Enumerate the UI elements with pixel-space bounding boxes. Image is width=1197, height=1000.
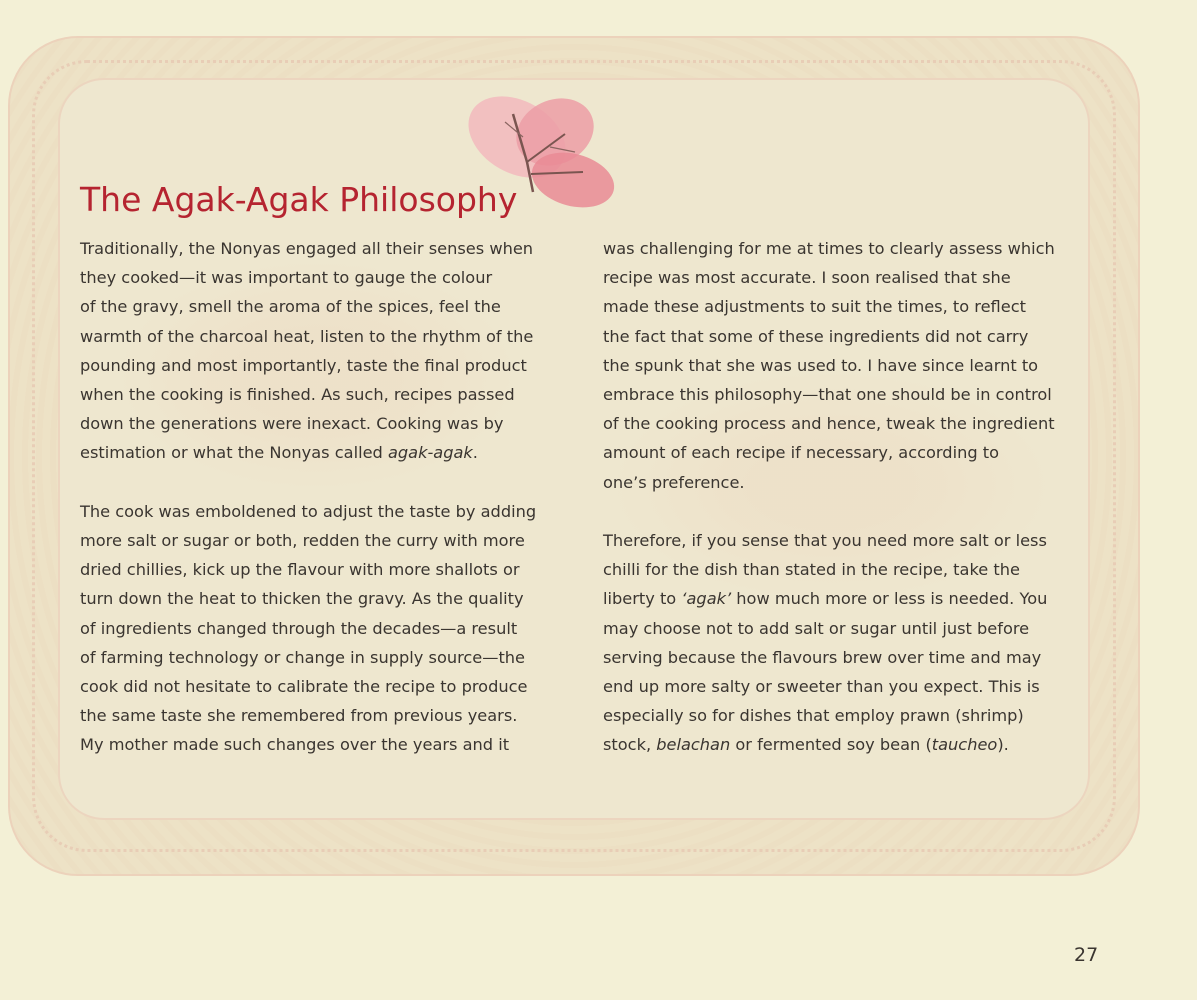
text-line: chilli for the dish than stated in the recipe, take the: [603, 560, 1020, 580]
text-line: they cooked—it was important to gauge the colour: [80, 268, 493, 288]
text-line: My mother made such changes over the years and it: [80, 735, 510, 755]
text-line: embrace this philosophy—that one should be in control: [603, 385, 1052, 405]
text-line: cook did not hesitate to calibrate the recipe to produce: [80, 677, 528, 697]
text-line: when the cooking is finished. As such, recipes passed: [80, 385, 515, 405]
text-line: Traditionally, the Nonyas engaged all their senses when: [80, 239, 534, 258]
italic-term: taucheo: [931, 735, 998, 755]
text-line: [603, 584, 1083, 613]
text-line: turn down the heat to thicken the gravy. As the quality: [80, 589, 524, 609]
text-line: amount of each recipe if necessary, according to: [603, 443, 1000, 463]
text-line: of the cooking process and hence, tweak the ingredient: [603, 414, 1055, 434]
text-line: the spunk that she was used to. I have since learnt to: [603, 355, 1039, 375]
text-fragment: estimation or what the Nonyas called: [80, 443, 388, 463]
text-line: warmth of the charcoal heat, listen to the rhythm of the: [80, 326, 534, 346]
text-fragment: .: [472, 443, 478, 463]
text-line: dried chillies, kick up the flavour with more shallots or: [80, 560, 520, 580]
paragraph-gap: [603, 497, 1083, 526]
text-line: recipe was most accurate. I soon realised that she: [603, 268, 1011, 288]
text-fragment: how much more or less is needed. You: [731, 589, 1048, 609]
text-fragment: or fermented soy bean (: [730, 735, 932, 755]
text-line: was challenging for me at times to clearly assess which: [603, 239, 1055, 258]
text-line: down the generations were inexact. Cooking was by: [80, 414, 504, 434]
page-number: 27: [1074, 944, 1099, 966]
text-line: of farming technology or change in supply source—the: [80, 647, 526, 667]
text-line: The cook was emboldened to adjust the taste by adding: [80, 501, 537, 521]
italic-term: ‘agak’: [681, 589, 732, 609]
text-line: of the gravy, smell the aroma of the spices, feel the: [80, 297, 501, 317]
text-line: the same taste she remembered from previous years.: [80, 706, 518, 726]
text-line: end up more salty or sweeter than you expect. This is: [603, 677, 1040, 697]
text-line: made these adjustments to suit the times, to reflect: [603, 297, 1026, 317]
text-line: more salt or sugar or both, redden the curry with more: [80, 531, 525, 551]
text-line: one’s preference.: [603, 472, 745, 492]
text-fragment: stock,: [603, 735, 657, 755]
page-title: The Agak-Agak Philosophy: [80, 180, 518, 219]
text-line: pounding and most importantly, taste the final product: [80, 355, 527, 375]
paragraph-gap: [80, 468, 570, 497]
text-fragment: ).: [997, 735, 1009, 755]
text-line: [80, 438, 570, 467]
text-line: the fact that some of these ingredients did not carry: [603, 326, 1029, 346]
italic-term: belachan: [656, 735, 731, 755]
left-column: [80, 234, 570, 760]
italic-term: agak-agak: [387, 443, 473, 463]
text-line: especially so for dishes that employ prawn (shrimp): [603, 706, 1024, 726]
text-line: of ingredients changed through the decades—a result: [80, 618, 518, 638]
text-line: [603, 730, 1083, 759]
text-line: serving because the flavours brew over time and may: [603, 647, 1042, 667]
text-fragment: liberty to: [603, 589, 682, 609]
text-line: may choose not to add salt or sugar until just before: [603, 618, 1030, 638]
text-line: Therefore, if you sense that you need more salt or less: [603, 531, 1047, 551]
right-column: [603, 234, 1083, 760]
